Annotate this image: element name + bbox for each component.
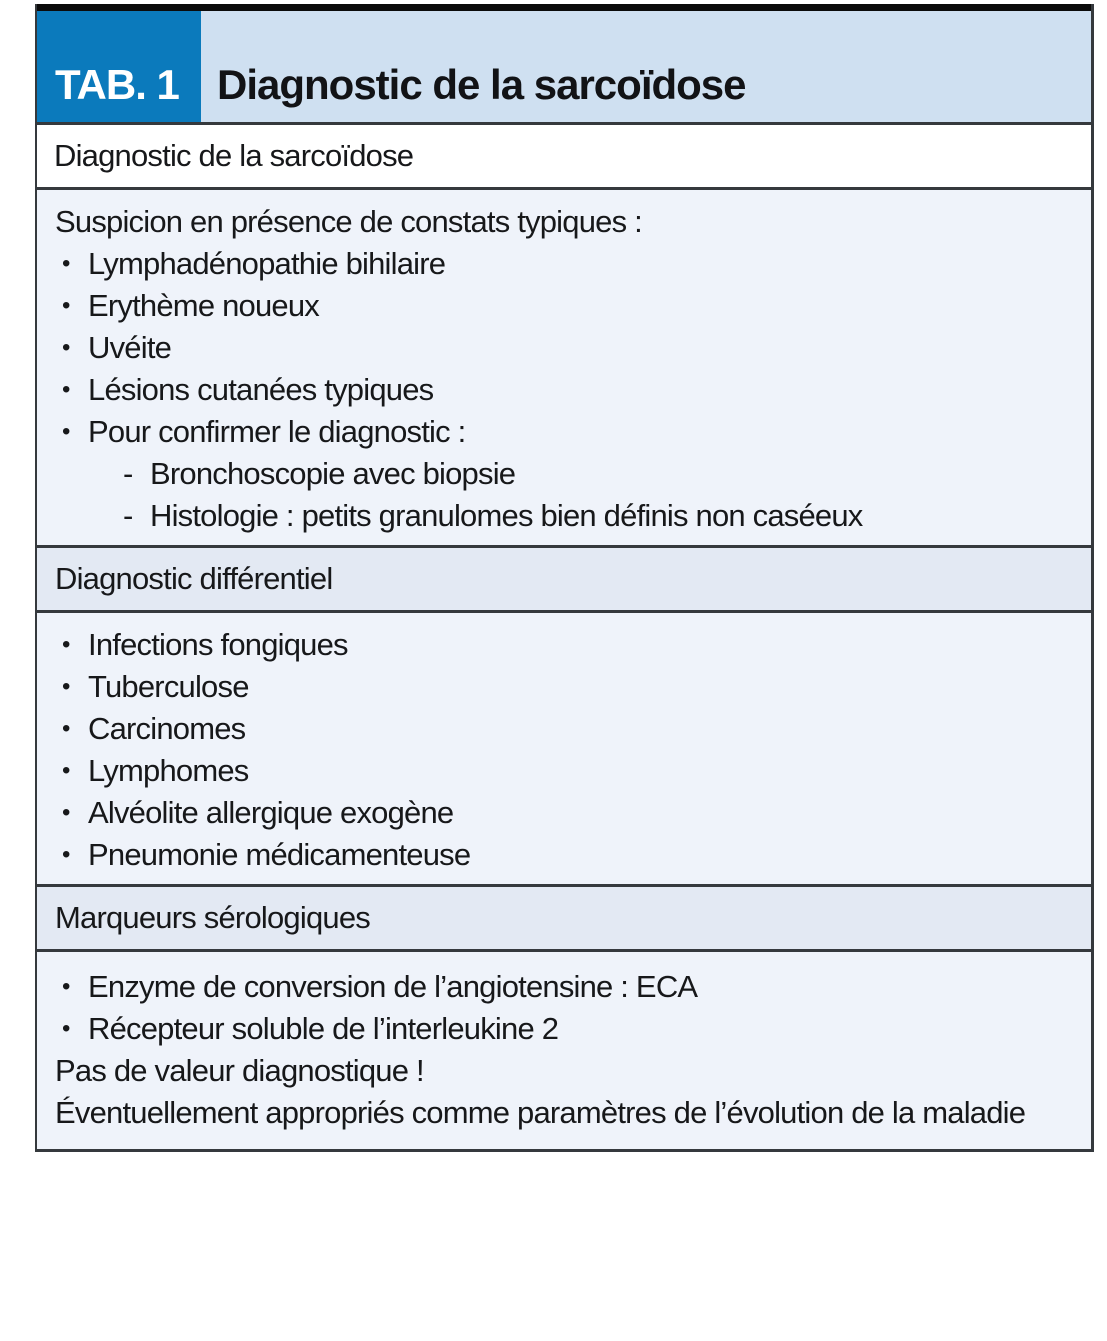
dash-icon: - [123,498,133,533]
list-item [37,966,1091,1008]
list-item-text: Alvéolite allergique exogène [88,795,454,830]
bullet-icon: • [62,715,70,742]
section-header-diagnostic-differentiel [37,545,1091,610]
section-intro [37,201,1091,243]
list-item-text: Pneumonie médicamenteuse [88,837,471,872]
section-header-text: Diagnostic différentiel [55,561,333,596]
note-line [37,1050,1091,1092]
bullet-icon: • [62,376,70,403]
section-suspicion [37,187,1091,545]
list-item [37,750,1091,792]
list-item-text: Bronchoscopie avec biopsie [150,456,516,491]
list-item [37,834,1091,876]
list-item-text: Pas de valeur diagnostique ! [55,1053,424,1088]
list-item-text: Erythème noueux [88,288,319,323]
bullet-icon: • [62,799,70,826]
top-rule [37,4,1091,11]
bullet-icon: • [62,1015,70,1042]
list-item-text: Histologie : petits granulomes bien définis non caséeux [150,498,863,533]
list-item [37,285,1091,327]
bullet-icon: • [62,334,70,361]
table-1 [35,4,1094,1152]
sub-list-item [37,495,1091,537]
list-item-text: Lésions cutanées typiques [88,372,434,407]
table-header-banner [37,11,1091,122]
list-item-text: Uvéite [88,330,172,365]
bullet-icon: • [62,418,70,445]
section-header-marqueurs-serologiques [37,884,1091,949]
bullet-icon: • [62,292,70,319]
list-item-text: Pour confirmer le diagnostic : [88,414,466,449]
list-item [37,708,1091,750]
section-marqueurs-serologiques [37,949,1091,1149]
section-diagnostic-differentiel [37,610,1091,884]
table-title: Diagnostic de la sarcoïdose [217,61,746,108]
list-item-text: Récepteur soluble de l’interleukine 2 [88,1011,559,1046]
list-item-text: Enzyme de conversion de l’angiotensine : ECA [88,969,698,1004]
list-item-text: Infections fongiques [88,627,348,662]
bullet-icon: • [62,631,70,658]
section-header-text: Marqueurs sérologiques [55,900,370,935]
list-item [37,411,1091,453]
bullet-icon: • [62,250,70,277]
list-item-text: Carcinomes [88,711,246,746]
table-title-cell [201,11,1091,122]
list-item-text: Tuberculose [88,669,249,704]
list-item [37,624,1091,666]
list-item [37,243,1091,285]
list-item [37,369,1091,411]
list-item [37,792,1091,834]
bullet-icon: • [62,973,70,1000]
list-item-text: Lymphomes [88,753,249,788]
tab-badge-label: TAB. 1 [55,61,179,108]
note-line [37,1092,1091,1134]
list-item-text: Lymphadénopathie bihilaire [88,246,446,281]
list-item-text: Éventuellement appropriés comme paramètres de l’évolution de la maladie [55,1095,1026,1130]
tab-badge [37,11,201,122]
bullet-icon: • [62,673,70,700]
bullet-icon: • [62,757,70,784]
dash-icon: - [123,456,133,491]
list-item [37,666,1091,708]
list-item [37,327,1091,369]
sub-list-item [37,453,1091,495]
table-subtitle-row [37,122,1091,187]
bullet-icon: • [62,841,70,868]
list-item-text: Suspicion en présence de constats typiques : [55,204,642,239]
table-subtitle: Diagnostic de la sarcoïdose [54,138,414,173]
list-item [37,1008,1091,1050]
